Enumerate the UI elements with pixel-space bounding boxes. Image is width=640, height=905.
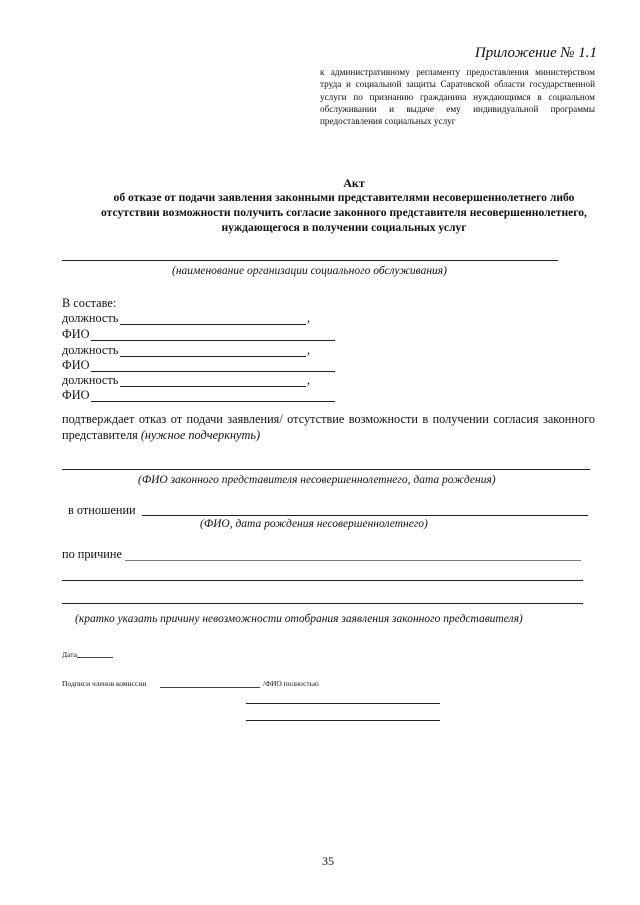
position-label: должность <box>62 343 119 357</box>
reason-field[interactable] <box>125 560 581 561</box>
reason-label: по причине <box>62 547 122 561</box>
page-number: 35 <box>322 854 334 868</box>
representative-caption: (ФИО законного представителя несовершеннолетнего, дата рождения) <box>138 474 496 486</box>
date-field[interactable] <box>77 657 113 658</box>
act-subtitle: об отказе от подачи заявления законными представителями несовершеннолетнего либо отсутствии возможности получить согласие законного представителя несовершеннолетнего, нуждающегося в получении социальных услуг <box>101 191 587 234</box>
confirm-paragraph <box>62 411 595 443</box>
composition-label: В составе: <box>62 296 117 310</box>
position-label: должность <box>62 373 119 387</box>
org-caption: (наименование организации социального обслуживания) <box>172 265 447 277</box>
comma: , <box>307 343 311 357</box>
minor-field[interactable] <box>142 515 588 516</box>
comma: , <box>307 311 311 325</box>
position-label: должность <box>62 311 119 325</box>
confirm-text: подтверждает отказ от подачи заявления/ отсутствие возможности в получении согласия законного представителя <box>62 412 595 442</box>
signature-field-2[interactable] <box>246 703 440 704</box>
position-field[interactable] <box>120 386 306 387</box>
reason-caption: (кратко указать причину невозможности отобрания заявления законного представителя) <box>75 613 523 625</box>
position-field[interactable] <box>120 356 306 357</box>
reason-field-3[interactable] <box>62 603 583 604</box>
signature-field-3[interactable] <box>246 720 440 721</box>
reason-field-2[interactable] <box>62 580 583 581</box>
comma: , <box>307 373 311 387</box>
signatures-label: Подписи членов комиссии <box>62 679 147 688</box>
fio-label: ФИО <box>62 327 90 341</box>
fio-field[interactable] <box>91 340 335 341</box>
signature-field[interactable] <box>160 687 260 688</box>
date-label: Дата <box>62 650 77 659</box>
fio-full-label: /ФИО полностью <box>263 679 319 688</box>
org-name-field[interactable] <box>62 260 558 261</box>
appendix-title: Приложение № 1.1 <box>474 45 597 61</box>
fio-field[interactable] <box>91 371 335 372</box>
representative-field[interactable] <box>62 469 590 470</box>
act-title: Акт <box>343 176 365 190</box>
fio-label: ФИО <box>62 358 90 372</box>
appendix-note: к административному регламенту предоставления министерством труда и социальной защиты Саратовской области государственной услуги по признанию гражданина нуждающимся в социальном обслуживании и выдаче ему индивидуальной программы предоставления социальных услуг <box>320 67 595 127</box>
fio-label: ФИО <box>62 388 90 402</box>
relation-label: в отношении <box>68 503 136 517</box>
fio-field[interactable] <box>91 401 335 402</box>
confirm-hint: (нужное подчеркнуть) <box>140 428 261 442</box>
relation-caption: (ФИО, дата рождения несовершеннолетнего) <box>200 518 428 530</box>
position-field[interactable] <box>120 324 306 325</box>
